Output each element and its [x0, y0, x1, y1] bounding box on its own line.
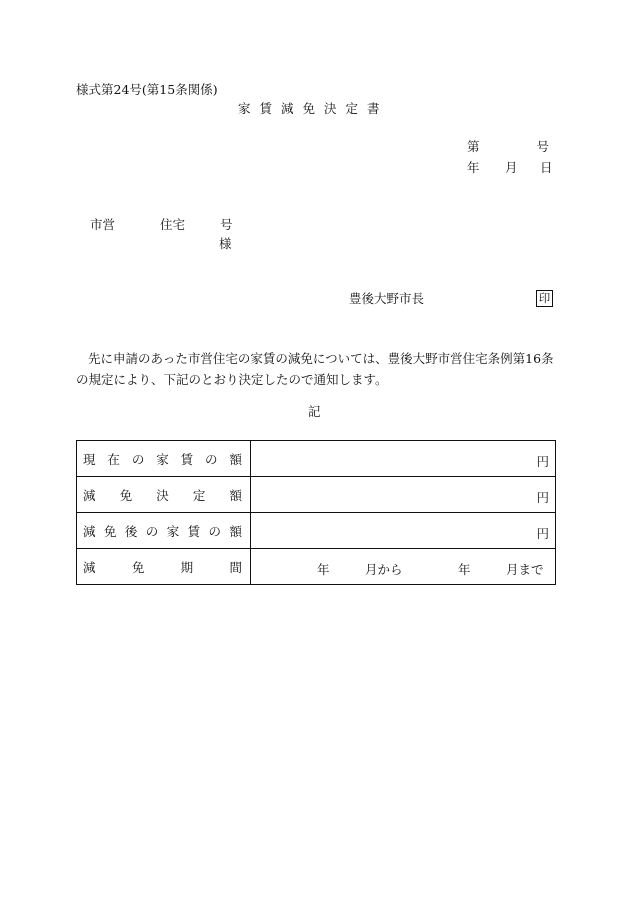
- label-char: 免: [119, 487, 133, 503]
- row-label-current-rent: [83, 450, 250, 468]
- row-label: [77, 441, 251, 477]
- form-number: 様式第24号(第15条関係): [76, 82, 218, 97]
- row-label-reduction-amount: [83, 486, 250, 504]
- label-char: 額: [229, 451, 242, 467]
- row-value-cell: [251, 513, 556, 549]
- label-char: の: [131, 451, 145, 467]
- period-end-year: 年: [458, 562, 471, 577]
- label-char: 家: [166, 523, 180, 539]
- date-day-label: 日: [540, 160, 553, 175]
- document-title: 家賃減免決定書: [238, 101, 389, 116]
- label-char: の: [205, 451, 218, 467]
- label-char: 賃: [187, 523, 201, 539]
- label-char: 間: [229, 559, 242, 575]
- addressee-jutaku: 住宅: [160, 217, 186, 232]
- label-char: 決: [156, 487, 169, 503]
- addressee-shiei: 市営: [90, 217, 116, 232]
- row-label-reduction-period: [83, 558, 250, 576]
- document-number-line: [467, 140, 549, 154]
- label-char: 家: [156, 451, 169, 467]
- label-char: の: [145, 523, 159, 539]
- period-cell: [251, 549, 556, 585]
- row-label-rent-after-reduction: [83, 522, 250, 540]
- table-row: [77, 549, 556, 585]
- notice-body: 先に申請のあった市営住宅の家賃の減免については、豊後大野市営住宅条例第16条の規定により、下記のとおり決定したので通知します。: [76, 351, 554, 387]
- period-end-month: 月まで: [506, 562, 544, 577]
- yen-unit: 円: [536, 490, 549, 505]
- number-label-dai: 第: [467, 139, 480, 154]
- row-label: [77, 477, 251, 513]
- ki-heading: 記: [308, 404, 321, 419]
- decision-table: [76, 440, 556, 585]
- number-label-go: 号: [536, 139, 549, 154]
- date-month-label: 月: [505, 160, 518, 175]
- period-start-year: 年: [317, 562, 330, 577]
- label-char: 定: [192, 487, 206, 503]
- period-start-month: 月から: [365, 562, 403, 577]
- label-char: の: [208, 523, 222, 539]
- table-row: [77, 477, 556, 513]
- row-value-cell: [251, 477, 556, 513]
- label-char: 額: [229, 523, 242, 539]
- row-label: [77, 513, 251, 549]
- label-char: 減: [83, 487, 96, 503]
- table-row: [77, 513, 556, 549]
- label-char: 減: [83, 559, 96, 575]
- label-char: 現: [83, 451, 96, 467]
- label-char: 免: [103, 523, 117, 539]
- label-char: 期: [180, 559, 194, 575]
- date-year-label: 年: [467, 160, 480, 175]
- seal-mark: 印: [536, 290, 553, 307]
- addressee-sama: 様: [219, 236, 232, 251]
- yen-unit: 円: [536, 454, 549, 469]
- label-char: 額: [229, 487, 242, 503]
- label-char: 減: [83, 523, 96, 539]
- label-char: 在: [107, 451, 120, 467]
- label-char: 後: [124, 523, 138, 539]
- row-value-cell: [251, 441, 556, 477]
- label-char: 賃: [180, 451, 194, 467]
- table-row: [77, 441, 556, 477]
- issuer-name: 豊後大野市長: [349, 291, 425, 306]
- label-char: 免: [131, 559, 145, 575]
- row-label: [77, 549, 251, 585]
- yen-unit: 円: [536, 526, 549, 541]
- addressee-go: 号: [220, 217, 233, 232]
